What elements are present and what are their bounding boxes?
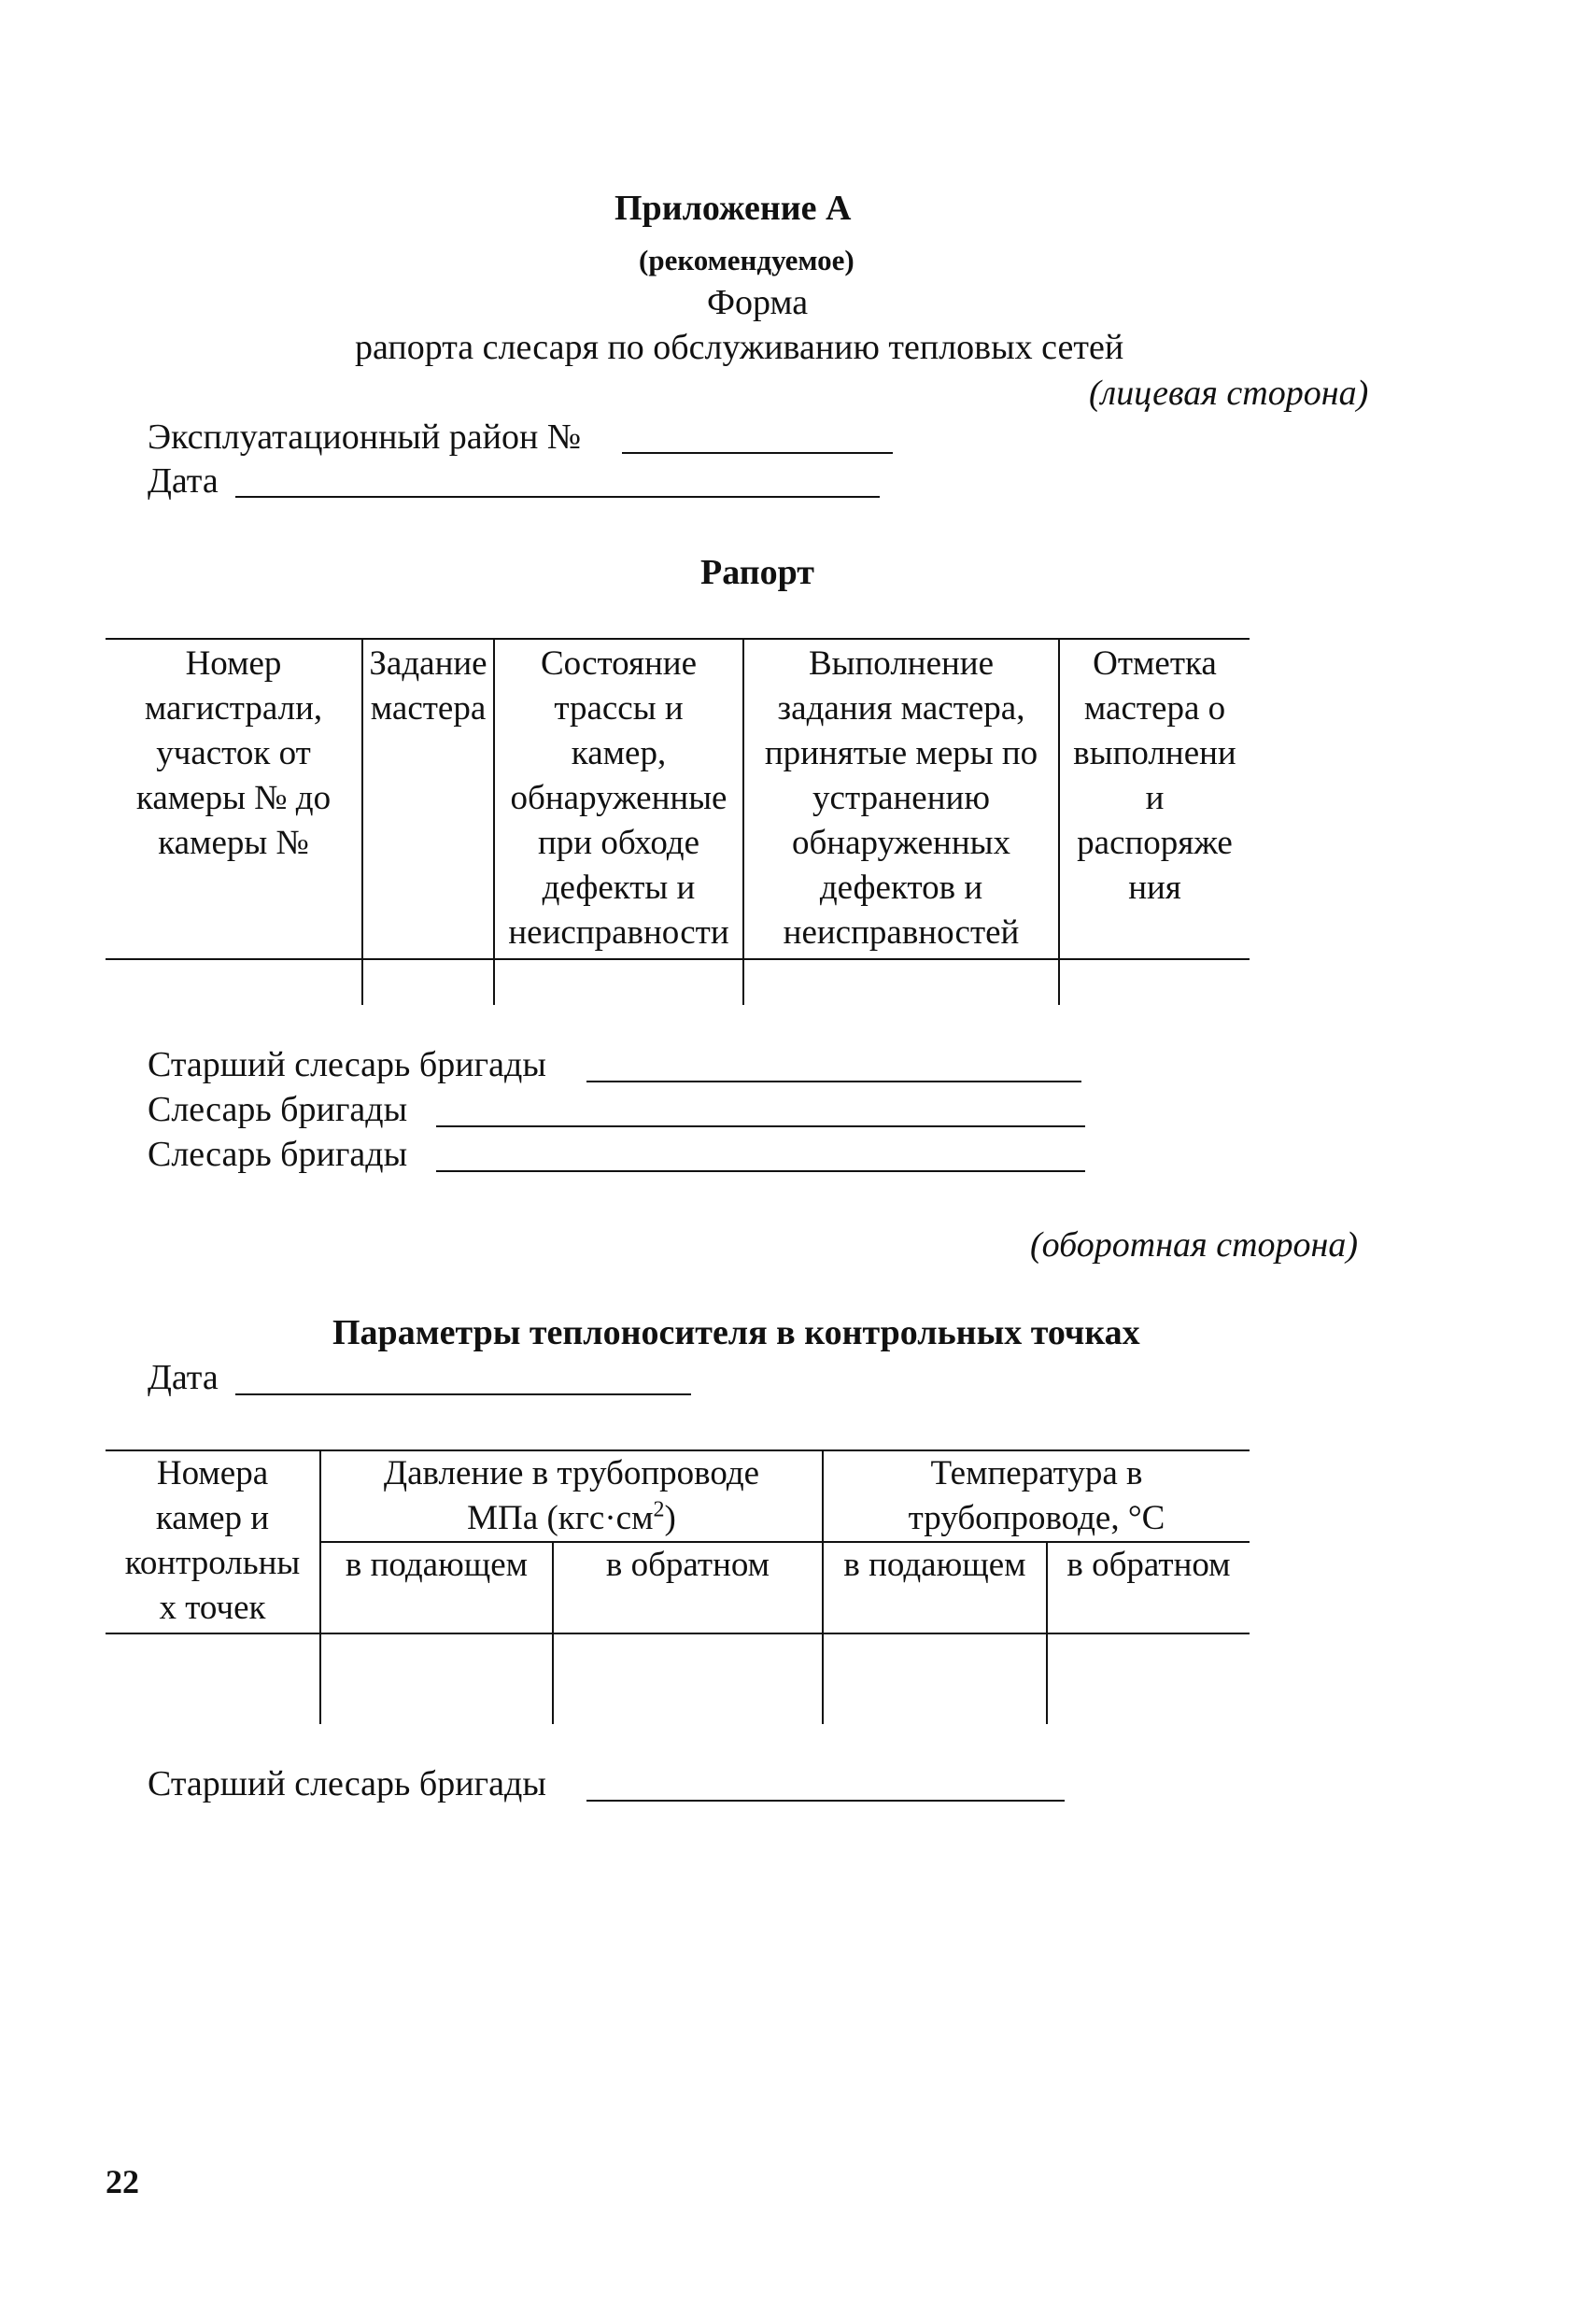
- date-label: Дата: [148, 461, 219, 501]
- table-cell[interactable]: [823, 1633, 1047, 1724]
- senior-fitter-label: Старший слесарь бригады: [148, 1045, 546, 1084]
- header-execution: Выполнение задания мастера, принятые меры по устранению обнаруженных дефектов и неисправностей: [743, 639, 1059, 959]
- fitter-field-1[interactable]: [436, 1125, 1085, 1127]
- header-pressure: Давление в трубопроводе МПа $(кгс\cdot см^2)$: [320, 1450, 823, 1542]
- table-row: [106, 1633, 1250, 1724]
- fitter-label-2: Слесарь бригады: [148, 1135, 408, 1174]
- senior-fitter-field[interactable]: [586, 1081, 1081, 1082]
- header-task: Задание мастера: [362, 639, 494, 959]
- table-cell[interactable]: [106, 1633, 320, 1724]
- table-cell[interactable]: [362, 959, 494, 1005]
- table-cell[interactable]: [553, 1633, 823, 1724]
- report-table-header: [106, 639, 1250, 959]
- header-temperature-return: в обратном: [1047, 1542, 1250, 1633]
- fitter-field-2[interactable]: [436, 1170, 1085, 1172]
- form-label: Форма: [707, 283, 809, 322]
- header-mark: Отметка мастера о выполнени и распоряже ния: [1059, 639, 1250, 959]
- params-title: Параметры теплоносителя в контрольных точках: [332, 1313, 1140, 1352]
- table-cell[interactable]: [1059, 959, 1250, 1005]
- header-pressure-return: в обратном: [553, 1542, 823, 1633]
- header-condition: Состояние трассы и камер, обнаруженные при обходе дефекты и неисправности: [494, 639, 743, 959]
- district-field[interactable]: [622, 452, 893, 454]
- appendix-recommended: (рекомендуемое): [639, 244, 854, 276]
- params-table: [106, 1449, 1250, 1724]
- header-points: Номера камер и контрольны х точек: [106, 1450, 320, 1633]
- fitter-label-1: Слесарь бригады: [148, 1090, 408, 1129]
- page-number: 22: [106, 2163, 139, 2200]
- date-field[interactable]: [235, 496, 880, 498]
- appendix-title: Приложение А: [614, 189, 852, 228]
- table-cell[interactable]: [320, 1633, 553, 1724]
- report-title: Рапорт: [700, 553, 814, 592]
- table-cell[interactable]: [494, 959, 743, 1005]
- header-route: Номер магистрали, участок от камеры № до камеры №: [106, 639, 362, 959]
- table-cell[interactable]: [106, 959, 362, 1005]
- back-date-label: Дата: [148, 1358, 219, 1397]
- header-pressure-supply: в подающем: [320, 1542, 553, 1633]
- front-side-label: (лицевая сторона): [1089, 374, 1369, 413]
- back-date-field[interactable]: [235, 1393, 691, 1395]
- back-senior-fitter-label: Старший слесарь бригады: [148, 1764, 546, 1803]
- params-header-row: [106, 1450, 1250, 1542]
- table-cell[interactable]: [743, 959, 1059, 1005]
- header-temperature-supply: в подающем: [823, 1542, 1047, 1633]
- form-subtitle: рапорта слесаря по обслуживанию тепловых сетей: [355, 328, 1124, 367]
- district-label: Эксплуатационный район №: [148, 417, 582, 457]
- back-senior-fitter-field[interactable]: [586, 1800, 1065, 1802]
- header-temperature: Температура в трубопроводе, °С: [823, 1450, 1250, 1542]
- report-table: [106, 638, 1250, 1005]
- back-side-label: (оборотная сторона): [1030, 1225, 1359, 1265]
- table-cell[interactable]: [1047, 1633, 1250, 1724]
- table-row: [106, 959, 1250, 1005]
